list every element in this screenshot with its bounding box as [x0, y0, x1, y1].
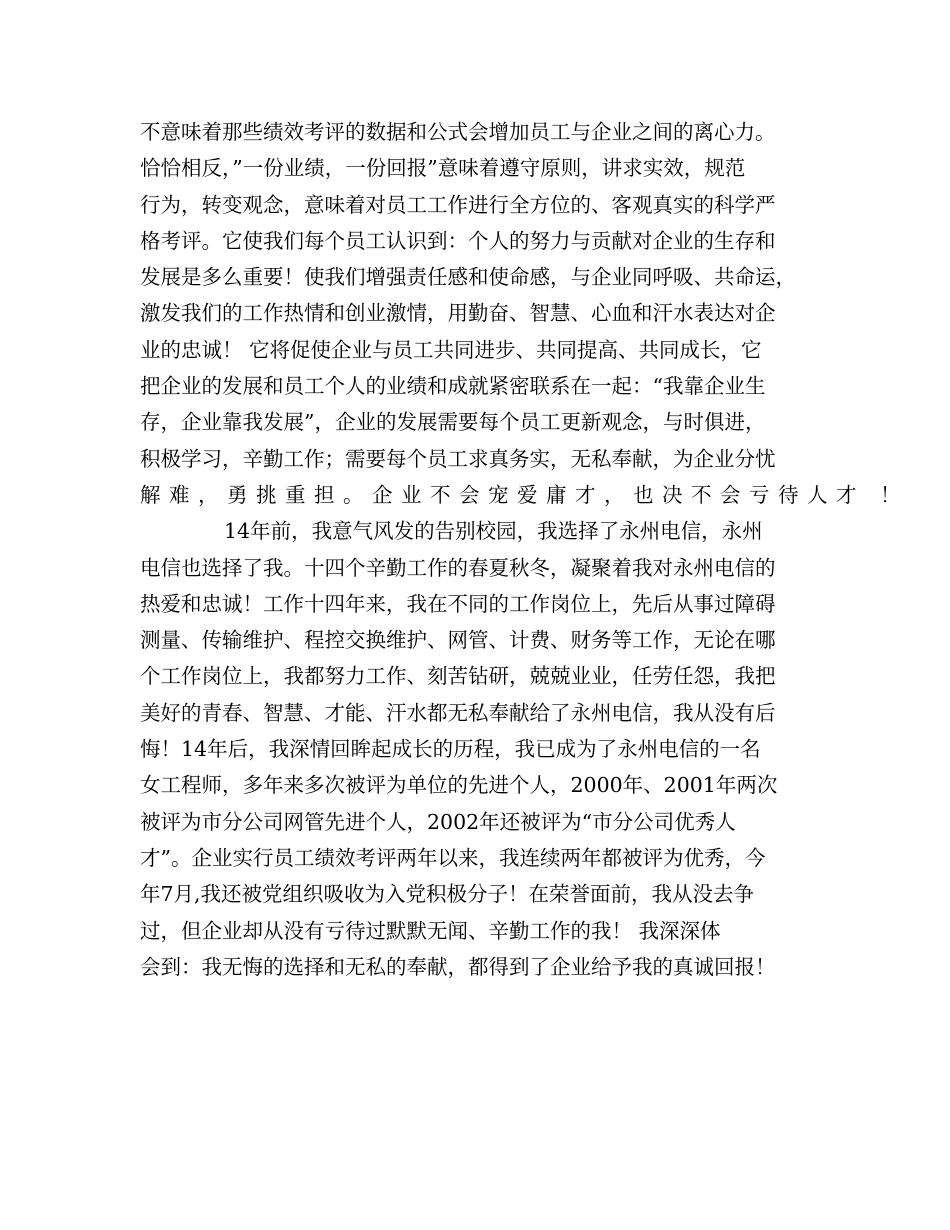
- text-line: 才”。企业实行员工绩效考评两年以来，我连续两年都被评为优秀，今: [140, 845, 766, 870]
- text-line: 存，企业靠我发展”，企业的发展需要每个员工更新观念，与时俱进，: [140, 410, 766, 435]
- text-line: 测量、传输维护、程控交换维护、网管、计费、财务等工作，无论在哪: [140, 628, 776, 653]
- text-line: 电信也选择了我。十四个辛勤工作的春夏秋冬，凝聚着我对永州电信的: [140, 555, 776, 580]
- text-line: 悔！14年后，我深情回眸起成长的历程，我已成为了永州电信的一名: [140, 737, 761, 762]
- text-line: 发展是多么重要！使我们增强责任感和使命感，与企业同呼吸、共命运，: [140, 265, 796, 290]
- text-line: 女工程师，多年来多次被评为单位的先进个人，2000年、2001年两次: [140, 773, 778, 798]
- text-line: 把企业的发展和员工个人的业绩和成就紧密联系在一起：“我靠企业生: [140, 374, 766, 399]
- text-line: 行为，转变观念，意味着对员工工作进行全方位的、客观真实的科学严: [140, 192, 776, 217]
- text-line: 个工作岗位上，我都努力工作、刻苦钻研，兢兢业业，任劳任怨，我把: [140, 664, 776, 689]
- text-line: 过，但企业却从没有亏待过默默无闻、辛勤工作的我！ 我深深体: [140, 918, 721, 943]
- text-line: 不意味着那些绩效考评的数据和公式会增加员工与企业之间的离心力。: [140, 120, 776, 144]
- text-line: 年7月,我还被党组织吸收为入党积极分子！在荣誉面前，我从没去争: [140, 882, 755, 907]
- text-line: 恰恰相反，”一份业绩，一份回报”意味着遵守原则，讲求实效，规范: [140, 156, 746, 181]
- text-line: 激发我们的工作热情和创业激情，用勤奋、智慧、心血和汗水表达对企: [140, 301, 776, 326]
- text-line: 热爱和忠诚！工作十四年来，我在不同的工作岗位上，先后从事过障碍: [140, 591, 776, 616]
- text-line: 被评为市分公司网管先进个人，2002年还被评为“市分公司优秀人: [140, 809, 736, 834]
- paragraph-start-line: 14年前，我意气风发的告别校园，我选择了永州电信，永州: [224, 519, 763, 544]
- text-line: 解难，勇挑重担。企业不会宠爱庸才，也决不会亏待人才 ！: [140, 482, 910, 507]
- text-line: 业的忠诚！ 它将促使企业与员工共同进步、共同提高、共同成长，它: [140, 337, 762, 362]
- text-line: 会到：我无悔的选择和无私的奉献，都得到了企业给予我的真诚回报！: [140, 954, 776, 979]
- text-line: 积极学习，辛勤工作；需要每个员工求真务实，无私奉献，为企业分忧: [140, 446, 776, 471]
- body-text: [140, 114, 910, 985]
- text-line: 格考评。它使我们每个员工认识到：个人的努力与贡献对企业的生存和: [140, 228, 776, 253]
- text-line: 美好的青春、智慧、才能、汗水都无私奉献给了永州电信，我从没有后: [140, 700, 776, 725]
